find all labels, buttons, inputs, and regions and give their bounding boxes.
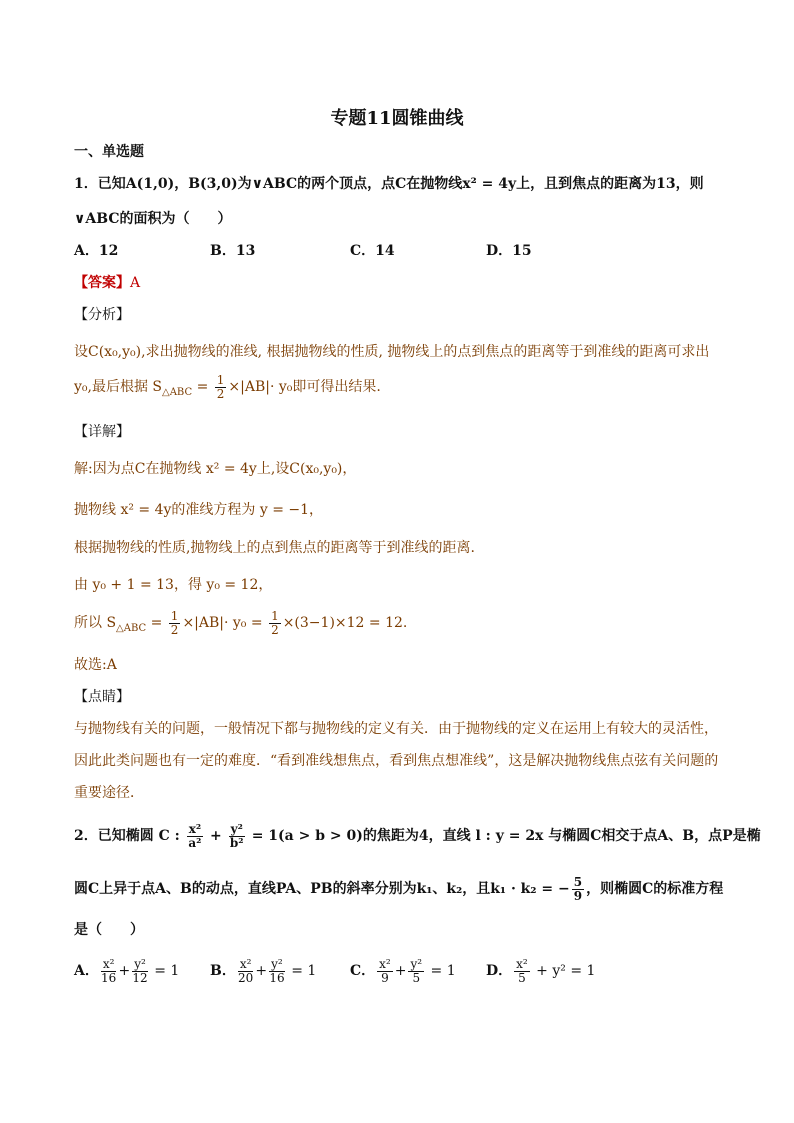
option-tail: + y² = 1 <box>531 963 596 980</box>
detail-line6: 故选:A <box>74 657 117 673</box>
analysis-subscript: △ABC <box>162 386 193 398</box>
q1-stem-line2: ∨ABC的面积为（ ） <box>74 211 232 227</box>
half-fraction <box>169 610 181 636</box>
answer-value: A <box>130 275 141 291</box>
frac-num: y² <box>230 822 243 836</box>
q2-text-b: + <box>205 828 227 845</box>
frac-num: 1 <box>271 609 279 623</box>
frac-num: 1 <box>170 609 179 623</box>
q2-option-d <box>486 958 595 984</box>
detail-line2: 抛物线 x² = 4y的准线方程为 y = −1， <box>74 502 324 518</box>
frac-den: a² <box>188 835 202 850</box>
q2-option-b: B． $\frac{\text{x²}}{20}$ + $\frac{\text{y²}}{16}$ = 1 <box>210 957 317 985</box>
q1-option-b: B．13 <box>210 243 256 259</box>
analysis-label: 【分析】 <box>74 307 130 323</box>
frac-num: 1 <box>216 373 225 387</box>
q2-line2-text-a: 圆C上异于点A、B的动点，直线PA、PB的斜率分别为k₁、k₂，且k₁ · k₂ = − <box>74 881 570 898</box>
section-heading: 一、单选题 <box>74 144 144 160</box>
frac-den: b² <box>229 835 244 850</box>
q1-option-a: A．12 <box>74 243 119 259</box>
q2-stem-line3: 是（ ） <box>74 922 144 938</box>
frac-den: 16 <box>269 970 285 985</box>
option-label: D． <box>486 963 513 980</box>
detail-line5 <box>74 610 734 636</box>
frac-den: 5 <box>518 970 526 985</box>
frac-den: 9 <box>573 888 583 903</box>
point-label: 【点睛】 <box>74 689 130 705</box>
slope-fraction <box>572 876 584 902</box>
frac-num: 5 <box>573 875 583 889</box>
option-tail: = 1 <box>149 963 180 980</box>
frac-num: x² <box>379 957 391 971</box>
analysis-text-c: ×|AB|· y₀即可得出结果. <box>228 379 381 396</box>
ellipse-x-fraction <box>187 823 203 849</box>
half-fraction <box>269 610 281 636</box>
frac-num: x² <box>102 957 115 971</box>
option-label: B． <box>210 963 236 980</box>
detail-line4: 由 y₀ + 1 = 13，得 y₀ = 12， <box>74 577 273 593</box>
detail5-text-b: = <box>146 615 167 632</box>
q1-option-d: D．15 <box>486 243 532 259</box>
ellipse-y-fraction <box>229 823 245 849</box>
frac-num: x² <box>188 822 202 836</box>
answer-label: 【答案】 <box>74 275 130 291</box>
q2-text-a: 2．已知椭圆 C : <box>74 828 185 845</box>
frac-num: y² <box>271 957 283 971</box>
detail5-text-d: ×(3−1)×12 = 12. <box>282 615 408 632</box>
detail5-text-a: 所以 S <box>74 615 117 632</box>
option-tail: = 1 <box>426 963 456 980</box>
frac-den: 5 <box>412 970 421 985</box>
option-label: A． <box>74 963 99 980</box>
detail-line3: 根据抛物线的性质,抛物线上的点到焦点的距离等于到准线的距离. <box>74 540 475 556</box>
frac-den: 16 <box>101 970 117 985</box>
analysis-line2 <box>74 374 734 400</box>
frac-den: 2 <box>170 622 179 637</box>
point-line1: 与抛物线有关的问题，一般情况下都与抛物线的定义有关．由于抛物线的定义在运用上有较大的灵活性， <box>74 721 718 737</box>
point-line2: 因此此类问题也有一定的难度．“看到准线想焦点，看到焦点想准线”，这是解决抛物线焦点弦有关问题的 <box>74 753 719 769</box>
option-tail: = 1 <box>286 963 317 980</box>
q2-line2-text-b: ，则椭圆C的标准方程 <box>586 881 724 898</box>
q1-stem-line1: 1．已知A(1,0)，B(3,0)为∨ABC的两个顶点，点C在抛物线x² = 4y上，且到焦点的距离为13，则 <box>74 176 704 192</box>
analysis-text-b: = <box>192 379 213 396</box>
detail5-text-c: ×|AB|· y₀ = <box>182 615 268 632</box>
analysis-text-a: y₀,最后根据 S <box>74 379 163 396</box>
option-label: C． <box>350 963 376 980</box>
frac-num: y² <box>134 957 146 971</box>
frac-den: 2 <box>216 386 225 401</box>
frac-den: 12 <box>132 970 148 985</box>
detail-line1: 解:因为点C在抛物线 x² = 4y上,设C(x₀,y₀)， <box>74 461 357 477</box>
q2-stem-line2 <box>74 876 734 902</box>
q2-option-a: A． $\frac{\text{x²}}{16}$ + $\frac{\text{y²}}{12}$ = 1 <box>74 957 180 985</box>
frac-den: 2 <box>271 622 279 637</box>
frac-den: 9 <box>381 970 389 985</box>
detail-label: 【详解】 <box>74 424 130 440</box>
point-line3: 重要途径． <box>74 785 144 801</box>
frac-den: 20 <box>237 970 254 985</box>
frac-num: y² <box>410 957 423 971</box>
analysis-line1: 设C(x₀,y₀),求出抛物线的准线, 根据抛物线的性质, 抛物线上的点到焦点的距离等于到准线的距离可求出 <box>74 344 710 360</box>
q1-answer <box>74 272 734 292</box>
q2-text-c: = 1(a > b > 0)的焦距为4，直线 l : y = 2x 与椭圆C相交于点A、B，点P是椭 <box>246 828 761 845</box>
page-title: 专题11圆锥曲线 <box>330 108 464 129</box>
detail5-subscript: △ABC <box>116 622 147 634</box>
frac-num: x² <box>239 957 252 971</box>
frac-num: x² <box>516 957 528 971</box>
q2-option-c: C． $\frac{\text{x²}}{9}$ + $\frac{\text{y²}}{5}$ = 1 <box>350 957 456 985</box>
half-fraction <box>215 374 227 400</box>
q1-option-c: C．14 <box>350 243 395 259</box>
q2-stem-line1 <box>74 822 761 850</box>
